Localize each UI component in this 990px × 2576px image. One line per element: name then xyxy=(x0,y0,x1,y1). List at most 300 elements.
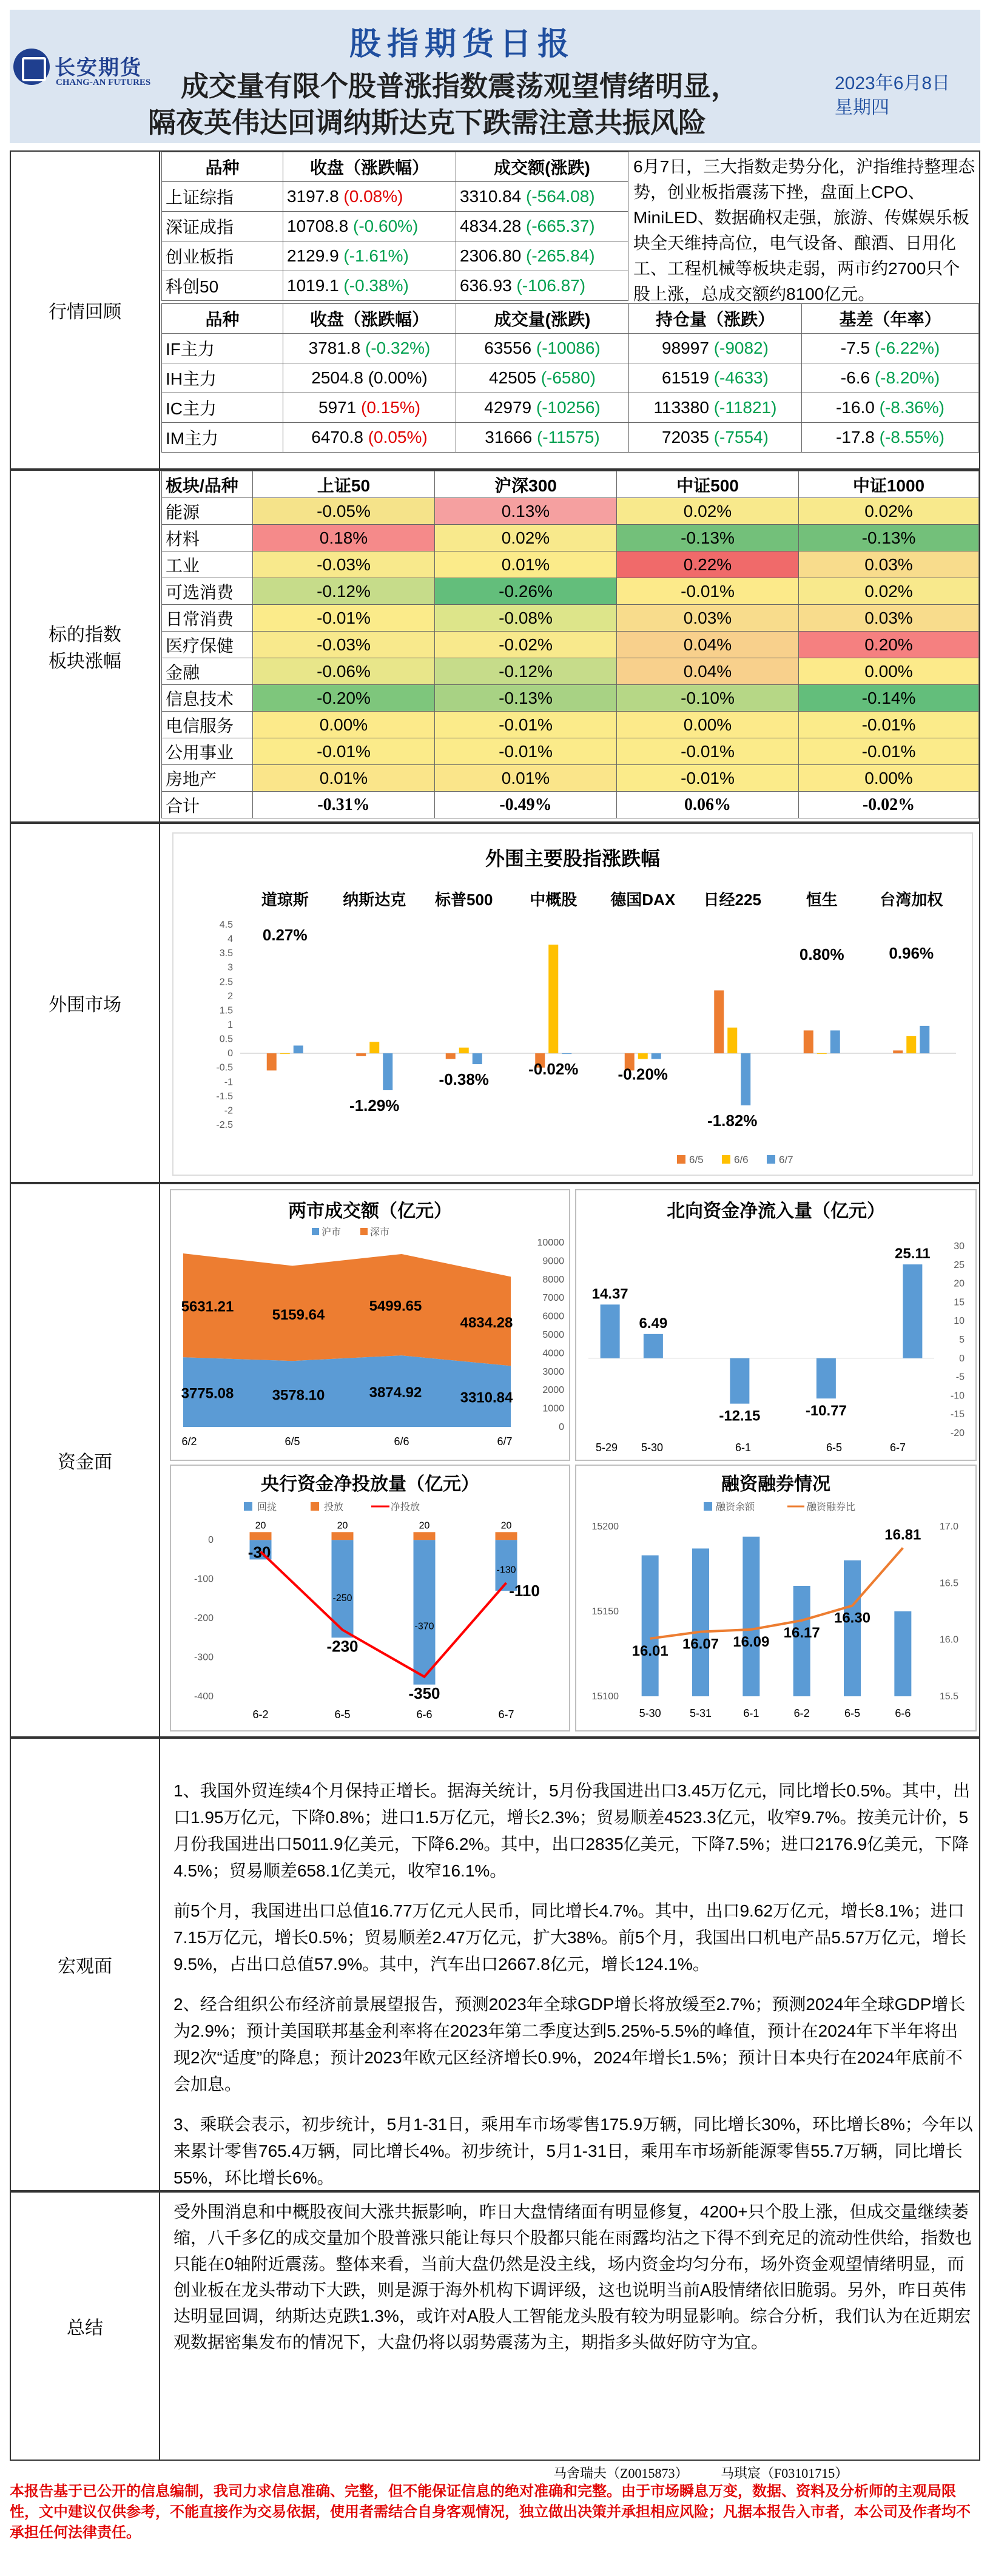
y-tick-label: 1 xyxy=(227,1020,233,1030)
legend-label: 回拢 xyxy=(257,1502,277,1512)
y-tick-label: -15 xyxy=(950,1409,965,1420)
sector-value: -0.03% xyxy=(253,551,435,578)
pboc-chart xyxy=(171,1466,569,1730)
analyst-1: 马舍瑞夫（Z0015873） xyxy=(553,2466,689,2481)
data-label: -1.82% xyxy=(707,1111,758,1130)
x-tick-label: 5-31 xyxy=(689,1707,712,1719)
chart-title: 央行资金净投放量（亿元） xyxy=(261,1474,479,1494)
amount-change: (-106.87) xyxy=(516,276,586,295)
sector-value: -0.06% xyxy=(253,658,435,685)
table-row xyxy=(162,212,628,241)
y-tick-label: 30 xyxy=(954,1241,965,1252)
section-label xyxy=(11,471,160,821)
sector-value: 0.04% xyxy=(617,632,799,658)
change-pct: (-1.61%) xyxy=(343,246,409,265)
amount-change: (-564.08) xyxy=(526,187,595,206)
table-row xyxy=(162,738,979,765)
balance-bar xyxy=(742,1537,759,1696)
sector-value: -0.05% xyxy=(253,498,435,525)
inject-label: 20 xyxy=(419,1520,430,1531)
contract-close xyxy=(283,423,456,453)
sector-value: -0.13% xyxy=(435,685,617,712)
y-tick-label: 10 xyxy=(954,1316,965,1327)
total-label: 合计 xyxy=(162,792,253,818)
x-tick-label: 6-6 xyxy=(416,1708,433,1721)
basis-rate: (-6.22%) xyxy=(874,339,940,357)
sector-value: 0.18% xyxy=(253,525,435,551)
headline-line-2: 隔夜英伟达回调纳斯达克下跌需注意共振风险 xyxy=(148,107,706,138)
sector-value: -0.13% xyxy=(799,525,979,551)
ratio-label: 16.30 xyxy=(833,1610,871,1627)
contract-basis xyxy=(802,423,979,453)
table-row xyxy=(162,765,979,792)
withdraw-label: -250 xyxy=(332,1593,352,1603)
y-tick-label: 2.5 xyxy=(219,977,233,988)
y-tick-label: 3000 xyxy=(542,1366,564,1377)
volume-value: 42505 xyxy=(489,368,536,387)
table-row xyxy=(162,334,979,363)
market-commentary: 6月7日，三大指数走势分化，沪指维持整理态势，创业板指震荡下挫，盘面上CPO、MiniLED、数据确权走强，旅游、传媒娱乐板块全天维持高位，电气设备、酿酒、日用化工、工程机械等板块走弱，两市约2700只个股上涨，总成交额约8100亿元。 xyxy=(633,157,975,303)
contract-volume xyxy=(456,423,629,453)
y-tick-label: 5000 xyxy=(542,1330,564,1340)
total-value: -0.31% xyxy=(253,792,435,818)
category-label: 标普500 xyxy=(435,891,493,909)
sector-value: -0.01% xyxy=(617,738,799,765)
y-tick-label: -1 xyxy=(224,1077,233,1088)
y-tick-label: 2 xyxy=(227,991,233,1002)
bar-6-7 xyxy=(473,1053,482,1064)
sector-value: 0.13% xyxy=(435,498,617,525)
x-tick-label: 6/2 xyxy=(181,1435,197,1448)
sector-value: 0.03% xyxy=(799,551,979,578)
col-header: 上证50 xyxy=(253,471,435,498)
x-tick-label: 6-1 xyxy=(735,1441,752,1454)
x-tick-label: 6-5 xyxy=(334,1708,351,1721)
table-row xyxy=(162,685,979,712)
contract-oi xyxy=(629,423,802,453)
bar-6-5 xyxy=(893,1050,903,1053)
data-label: 5499.65 xyxy=(369,1298,422,1315)
y-tick-label: -300 xyxy=(194,1652,214,1663)
table-row xyxy=(162,393,979,423)
x-tick-label: 5-29 xyxy=(595,1441,618,1454)
sector-value: -0.08% xyxy=(435,605,617,632)
legend-label: 6/7 xyxy=(779,1154,793,1165)
y-tick-label: 10000 xyxy=(537,1238,564,1248)
close-value: 1019.1 xyxy=(287,276,339,295)
category-label: 日经225 xyxy=(703,891,761,909)
futures-table xyxy=(161,303,979,453)
oi-value: 72035 xyxy=(662,428,709,447)
ratio-label: 16.17 xyxy=(783,1624,820,1641)
legend-label: 融资余额 xyxy=(716,1502,755,1512)
total-row xyxy=(162,792,979,818)
sector-value: 0.02% xyxy=(799,578,979,605)
y-tick-label: -400 xyxy=(194,1691,214,1702)
macro-paragraph: 1、我国外贸连续4个月保持正增长。据海关统计，5月份我国进出口3.45万亿元，同比增长0.5%。其中，出口1.95万亿元，下降0.8%；进口1.5万亿元，增长2.3%；贸易顺差4523.3亿元，收窄9.7%。按美元计价，5月份我国进出口5011.9亿美元，下降6.2%。其中，出口2835亿美元，下降7.5%；进口2176.9亿美元，下降4.5%；贸易顺差658.1亿美元，收窄16.1%。 xyxy=(173,1781,971,1880)
sector-name: 房地产 xyxy=(162,765,253,792)
summary-section xyxy=(10,2191,980,2461)
legend-swatch xyxy=(360,1228,368,1235)
bar-6-7 xyxy=(562,1053,571,1054)
data-label: 6.49 xyxy=(639,1315,668,1332)
inject-bar xyxy=(250,1532,272,1540)
x-tick-label: 6/6 xyxy=(394,1435,409,1448)
data-label: 0.27% xyxy=(262,926,308,944)
index-close xyxy=(283,241,456,271)
table-row xyxy=(162,712,979,738)
close-value: 3197.8 xyxy=(287,187,339,206)
volume-value: 63556 xyxy=(484,339,532,357)
sector-value: -0.01% xyxy=(799,712,979,738)
y-tick-label: 7000 xyxy=(542,1293,564,1304)
table-row xyxy=(162,525,979,551)
table-row xyxy=(162,605,979,632)
section-label: 总结 xyxy=(11,2193,160,2460)
ratio-label: 16.81 xyxy=(884,1526,921,1543)
net-label: -30 xyxy=(247,1543,271,1562)
basis-value: -17.8 xyxy=(836,428,875,447)
bar-6-5 xyxy=(446,1053,456,1059)
col-header: 收盘（涨跌幅） xyxy=(283,152,456,182)
close-value: 10708.8 xyxy=(287,217,349,235)
sector-table xyxy=(161,471,979,818)
contract-basis xyxy=(802,334,979,363)
sector-name: 信息技术 xyxy=(162,685,253,712)
data-label: 14.37 xyxy=(591,1286,628,1303)
total-value: -0.49% xyxy=(435,792,617,818)
sector-name: 公用事业 xyxy=(162,738,253,765)
volume-value: 31666 xyxy=(485,428,533,447)
analyst-2: 马琪宸（F03101715） xyxy=(721,2466,849,2481)
category-label: 中概股 xyxy=(530,891,578,909)
amount-value: 636.93 xyxy=(460,276,512,295)
company-logo xyxy=(10,40,152,95)
pboc-chart-panel xyxy=(170,1465,570,1731)
y-tick-label: 5 xyxy=(959,1335,965,1345)
sector-value: 0.01% xyxy=(253,765,435,792)
macro-section xyxy=(10,1738,980,2191)
logo-name-cn: 长安期货 xyxy=(55,56,142,79)
north-chart-panel xyxy=(575,1189,977,1461)
bar-6-5 xyxy=(804,1030,813,1053)
report-date: 2023年6月8日 xyxy=(835,73,951,93)
col-header: 中证1000 xyxy=(799,471,979,498)
bar-6-6 xyxy=(638,1053,648,1059)
index-amount xyxy=(456,271,628,301)
legend-label: 沪市 xyxy=(322,1227,342,1238)
sector-name: 日常消费 xyxy=(162,605,253,632)
bar xyxy=(903,1264,922,1358)
volume-change: (-10256) xyxy=(536,398,601,417)
section-label: 外围市场 xyxy=(11,824,160,1182)
index-amount xyxy=(456,212,628,241)
table-row xyxy=(162,241,628,271)
bar xyxy=(644,1334,663,1358)
macro-text xyxy=(173,1778,973,2205)
y-tick-label: 15200 xyxy=(591,1522,619,1532)
chart-title: 外围主要股指涨跌幅 xyxy=(485,848,661,869)
chart-title: 两市成交额（亿元） xyxy=(288,1201,452,1221)
sector-value: 0.00% xyxy=(799,658,979,685)
close-value: 6470.8 xyxy=(311,428,363,447)
inject-bar xyxy=(332,1532,354,1540)
sector-name: 电信服务 xyxy=(162,712,253,738)
amount-value: 4834.28 xyxy=(460,217,522,235)
table-row xyxy=(162,632,979,658)
data-label: -1.29% xyxy=(349,1096,400,1114)
y-tick-label: -100 xyxy=(194,1574,214,1585)
table-row xyxy=(162,551,979,578)
data-label: 4834.28 xyxy=(460,1314,513,1331)
overseas-index-chart xyxy=(173,834,972,1175)
close-value: 2504.8 xyxy=(311,368,363,387)
sector-value: -0.02% xyxy=(435,632,617,658)
category-label: 台湾加权 xyxy=(880,891,943,909)
close-value: 3781.8 xyxy=(308,339,361,357)
y-tick-label: 4 xyxy=(227,934,233,945)
oi-change: (-4633) xyxy=(713,368,769,387)
summary-text: 受外围消息和中概股夜间大涨共振影响，昨日大盘情绪面有明显修复，4200+只个股上涨，但成交量继续萎缩，八千多亿的成交量加个股普涨只能让每只个股都只能在雨露均沾之下得不到充足的流动性供给，指数也只能在0轴附近震荡。整体来看，当前大盘仍然是没主线，场内资金均匀分布，场外资金观望情绪明显，而创业板在龙头带动下大跌，则是源于海外机构下调评级，这也说明当前A股情绪依旧脆弱。另外，昨日英伟达明显回调，纳斯达克跌1.3%，或许对A股人工智能龙头股有较为明显影响。综合分析，我们认为在近期宏观数据密集发布的情况下，大盘仍将以弱势震荡为主，期指多头做好防守为宜。 xyxy=(173,2202,972,2352)
balance-bar xyxy=(844,1560,861,1696)
y-tick-label: 20 xyxy=(954,1278,965,1289)
logo-emblem-icon xyxy=(13,49,50,85)
sector-value: -0.12% xyxy=(435,658,617,685)
data-label: 0.96% xyxy=(889,944,934,962)
data-label: -0.20% xyxy=(618,1065,668,1084)
col-header: 基差（年率） xyxy=(802,304,979,334)
y-tick-label: -10 xyxy=(950,1391,965,1401)
contract-volume xyxy=(456,363,629,393)
index-name: 上证综指 xyxy=(162,182,283,212)
col-header: 持仓量（涨跌） xyxy=(629,304,802,334)
y-tick-label: 3.5 xyxy=(219,948,233,959)
sector-value: 0.00% xyxy=(253,712,435,738)
inject-label: 20 xyxy=(500,1520,512,1531)
change-pct: (0.00%) xyxy=(368,368,428,387)
contract-name: IC主力 xyxy=(162,393,283,423)
sector-name: 金融 xyxy=(162,658,253,685)
category-label: 德国DAX xyxy=(610,891,676,909)
x-tick-label: 6/7 xyxy=(497,1435,513,1448)
legend-label: 投放 xyxy=(324,1502,344,1512)
sector-value: 0.02% xyxy=(617,498,799,525)
volume-change: (-10086) xyxy=(536,339,601,357)
y-tick-label: -1.5 xyxy=(216,1091,233,1102)
data-label: -0.02% xyxy=(528,1060,579,1079)
amount-value: 2306.80 xyxy=(460,246,522,265)
oi-change: (-11821) xyxy=(713,398,777,417)
contract-close xyxy=(283,363,456,393)
macro-paragraph: 2、经合组织公布经济前景展望报告，预测2023年全球GDP增长将放缓至2.7%；预测2024年全球GDP增长为2.9%；预计美国联邦基金利率将在2023年第二季度达到5.25%-5.5%的峰值，预计在2024年下半年将出现2次“适度”的降息；预计2023年欧元区经济增长0.9%，2024年增长1.5%；预计日本央行在2024年底前不会加息。 xyxy=(173,1995,966,2094)
y-tick-label: 0 xyxy=(559,1422,564,1432)
y-tick-label: -2.5 xyxy=(216,1120,233,1130)
index-close xyxy=(283,271,456,301)
bar-6-6 xyxy=(548,945,558,1053)
oi-value: 113380 xyxy=(653,398,709,417)
col-header: 收盘（涨跌幅） xyxy=(283,304,456,334)
change-pct: (-0.32%) xyxy=(365,339,431,357)
legend-label: 深市 xyxy=(370,1227,390,1238)
data-label: 3775.08 xyxy=(181,1385,234,1402)
index-name: 创业板指 xyxy=(162,241,283,271)
net-label: -350 xyxy=(408,1684,440,1702)
sector-name: 材料 xyxy=(162,525,253,551)
report-weekday: 星期四 xyxy=(835,98,889,118)
volume-value: 42979 xyxy=(484,398,532,417)
y-tick-label: 6000 xyxy=(542,1311,564,1322)
y-tick-label: 8000 xyxy=(542,1274,564,1285)
section-label: 行情回顾 xyxy=(11,152,160,468)
amount-change: (-665.37) xyxy=(526,217,595,235)
sector-section xyxy=(10,470,980,823)
table-row xyxy=(162,578,979,605)
y-tick-label: -5 xyxy=(955,1372,965,1383)
bar-6-7 xyxy=(294,1045,303,1053)
total-value: 0.06% xyxy=(617,792,799,818)
y-tick-label: 4000 xyxy=(542,1348,564,1359)
sector-value: -0.03% xyxy=(253,632,435,658)
change-pct: (0.15%) xyxy=(361,398,421,417)
basis-rate: (-8.55%) xyxy=(879,428,945,447)
index-close xyxy=(283,182,456,212)
x-tick-label: 6-6 xyxy=(895,1707,911,1719)
index-name: 深证成指 xyxy=(162,212,283,241)
contract-oi xyxy=(629,393,802,423)
change-pct: (-0.60%) xyxy=(353,217,419,235)
sector-value: 0.02% xyxy=(435,525,617,551)
y-tick-label-right: 16.0 xyxy=(939,1634,958,1645)
index-close xyxy=(283,212,456,241)
sector-value: 0.00% xyxy=(617,712,799,738)
bar xyxy=(817,1358,836,1398)
chart-title: 北向资金净流入量（亿元） xyxy=(667,1201,885,1221)
bar-6-5 xyxy=(714,990,724,1053)
contract-basis xyxy=(802,363,979,393)
data-label: 3874.92 xyxy=(369,1384,422,1401)
bar-6-7 xyxy=(383,1053,392,1090)
balance-bar xyxy=(793,1586,810,1696)
total-value: -0.02% xyxy=(799,792,979,818)
col-header: 中证500 xyxy=(617,471,799,498)
ratio-label: 16.01 xyxy=(631,1642,668,1659)
section-label-text: 标的指数板块涨幅 xyxy=(49,625,121,672)
sector-name: 能源 xyxy=(162,498,253,525)
y-tick-label: 1.5 xyxy=(219,1005,233,1016)
legend-label: 融资融券比 xyxy=(807,1502,856,1512)
net-label: -110 xyxy=(509,1582,540,1600)
bar-6-7 xyxy=(741,1053,750,1105)
y-tick-label: 0 xyxy=(959,1353,965,1364)
bar-6-5 xyxy=(356,1053,366,1056)
sector-value: 0.03% xyxy=(799,605,979,632)
table-row xyxy=(162,271,628,301)
data-label: -0.38% xyxy=(439,1070,489,1089)
macro-paragraph: 3、乘联会表示，初步统计，5月1-31日，乘用车市场零售175.9万辆，同比增长30%，环比增长8%；今年以来累计零售765.4万辆，同比增长4%。初步统计，5月1-31日，乘用车市场新能源零售55.7万辆，同比增长55%，环比增长6%。 xyxy=(173,2115,973,2187)
inject-label: 20 xyxy=(255,1520,266,1531)
y-tick-label: 4.5 xyxy=(219,920,233,930)
data-label: 5159.64 xyxy=(272,1306,325,1323)
overseas-chart-panel xyxy=(172,832,973,1176)
sector-value: -0.01% xyxy=(799,738,979,765)
sector-value: 0.22% xyxy=(617,551,799,578)
sector-value: -0.01% xyxy=(435,712,617,738)
oi-change: (-9082) xyxy=(713,339,769,357)
y-tick-label: 15100 xyxy=(591,1691,619,1702)
balance-bar xyxy=(692,1548,709,1696)
data-label: 3578.10 xyxy=(272,1387,325,1404)
y-tick-label-right: 16.5 xyxy=(939,1578,958,1589)
macro-paragraph: 前5个月，我国进出口总值16.77万亿元人民币，同比增长4.7%。其中，出口9.62万亿元，增长8.1%；进口7.15万亿元，增长0.5%；贸易顺差2.47万亿元，扩大38%。前5个月，我国出口机电产品5.57万亿元，增长9.5%，占出口总值57.9%。其中，汽车出口2667.8亿元，增长124.1%。 xyxy=(173,1901,966,1974)
inject-bar xyxy=(496,1532,517,1540)
contract-close xyxy=(283,334,456,363)
x-tick-label: 6-5 xyxy=(844,1707,861,1719)
sector-name: 工业 xyxy=(162,551,253,578)
table-row xyxy=(162,498,979,525)
index-table xyxy=(161,152,628,301)
sector-value: -0.14% xyxy=(799,685,979,712)
y-tick-label: 3 xyxy=(227,962,233,973)
sector-value: 0.03% xyxy=(617,605,799,632)
col-header: 品种 xyxy=(162,304,283,334)
category-label: 恒生 xyxy=(806,891,838,909)
net-line xyxy=(261,1552,507,1677)
legend-label: 净投放 xyxy=(391,1502,420,1512)
sector-value: -0.13% xyxy=(617,525,799,551)
category-label: 道琼斯 xyxy=(261,891,309,909)
disclaimer: 本报告基于已公开的信息编制，我司力求信息准确、完整，但不能保证信息的绝对准确和完整。由于市场瞬息万变，数据、资料及分析师的主观局限性，文中建议仅供参考，不能直接作为交易依据，使用者需结合自身客观情况，独立做出决策并承担相应风险；凡据本报告入市者，本公司及作者均不承担任何法律责任。 xyxy=(10,2484,971,2541)
basis-value: -6.6 xyxy=(840,368,870,387)
legend-swatch xyxy=(767,1155,775,1164)
section-label: 资金面 xyxy=(11,1184,160,1736)
table-row xyxy=(162,182,628,212)
oi-value: 98997 xyxy=(662,339,709,357)
y-tick-label: 1000 xyxy=(542,1403,564,1414)
amount-change: (-265.84) xyxy=(526,246,595,265)
basis-rate: (-8.20%) xyxy=(874,368,940,387)
margin-chart xyxy=(576,1466,975,1730)
y-tick-label: 15150 xyxy=(591,1607,619,1617)
margin-chart-panel xyxy=(575,1465,977,1731)
contract-name: IM主力 xyxy=(162,423,283,453)
change-pct: (0.08%) xyxy=(343,187,403,206)
col-header: 沪深300 xyxy=(435,471,617,498)
balance-bar xyxy=(894,1611,911,1696)
bar xyxy=(730,1358,749,1404)
sector-value: -0.10% xyxy=(617,685,799,712)
y-tick-label: -20 xyxy=(950,1428,965,1438)
data-label: 0.80% xyxy=(799,945,844,963)
contract-close xyxy=(283,393,456,423)
y-tick-label: 25 xyxy=(954,1259,965,1270)
contract-oi xyxy=(629,334,802,363)
sector-value: -0.01% xyxy=(435,738,617,765)
col-header: 板块/品种 xyxy=(162,471,253,498)
sector-name: 医疗保健 xyxy=(162,632,253,658)
bar-6-6 xyxy=(727,1028,737,1053)
turnover-chart xyxy=(171,1190,569,1460)
y-tick-label: -200 xyxy=(194,1613,214,1624)
y-tick-label: 2000 xyxy=(542,1385,564,1396)
y-tick-label-right: 17.0 xyxy=(939,1522,958,1532)
col-header: 品种 xyxy=(162,152,283,182)
sector-value: -0.01% xyxy=(617,578,799,605)
y-tick-label: -0.5 xyxy=(216,1062,233,1073)
legend-swatch xyxy=(677,1155,685,1164)
basis-rate: (-8.36%) xyxy=(879,398,945,417)
basis-value: -16.0 xyxy=(836,398,875,417)
y-tick-label: 15 xyxy=(954,1297,965,1308)
